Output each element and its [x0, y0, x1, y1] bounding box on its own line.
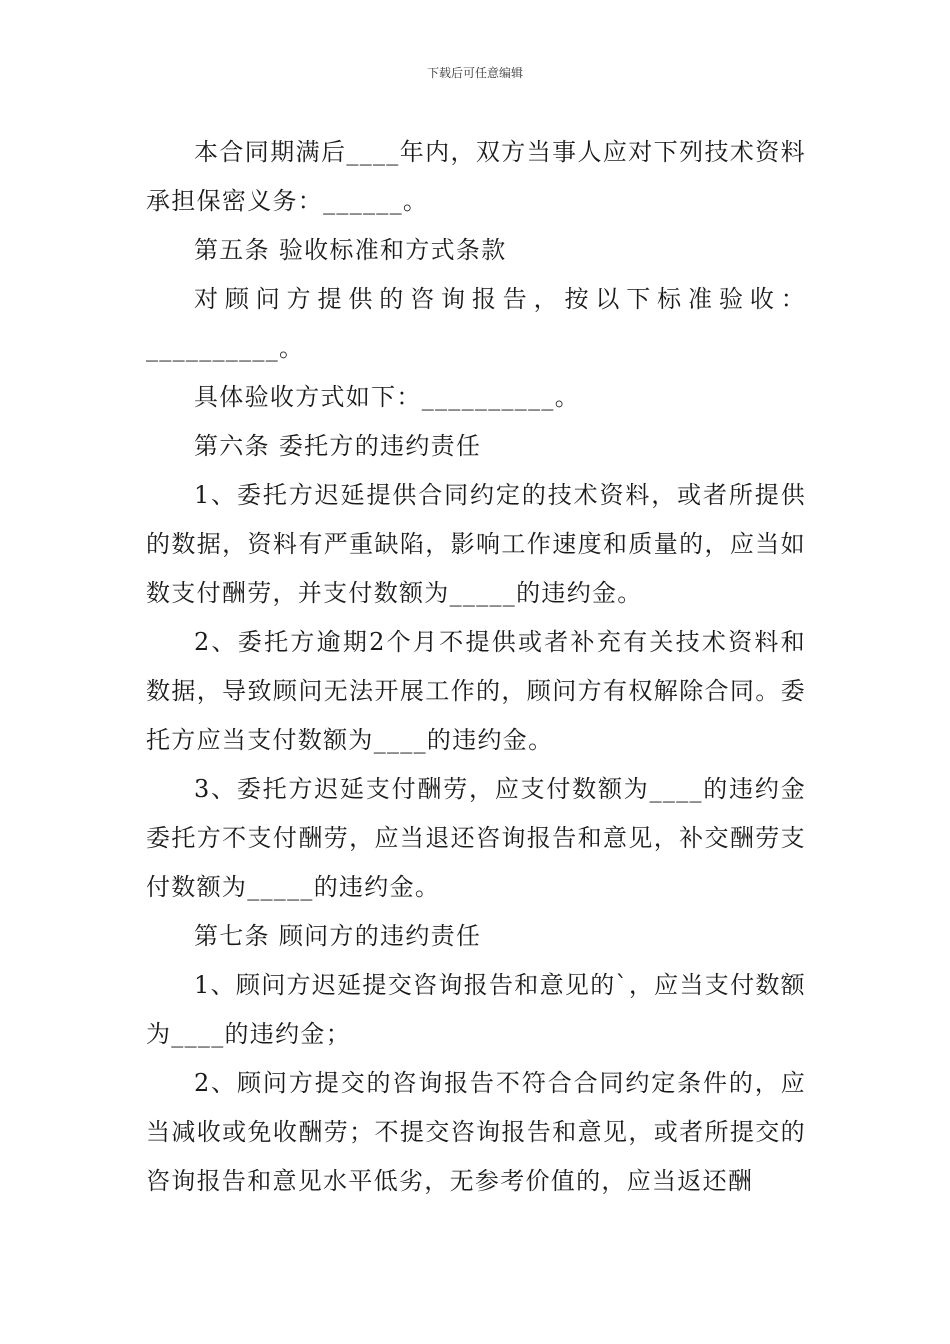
heading-article-6: 第六条 委托方的违约责任 [194, 432, 482, 460]
heading-article-5: 第五条 验收标准和方式条款 [194, 236, 507, 264]
paragraph-confidentiality: 本合同期满后____年内，双方当事人应对下列技术资料承担保密义务：______。 [146, 138, 806, 215]
heading-article-7: 第七条 顾问方的违约责任 [194, 922, 482, 950]
paragraph-acceptance-method: 具体验收方式如下：__________。 [194, 383, 580, 411]
paragraph-consultant-liability-2: 2、顾问方提交的咨询报告不符合合同约定条件的，应当减收或免收酬劳；不提交咨询报告和意见，或者所提交的咨询报告和意见水平低劣，无参考价值的，应当返还酬 [146, 1069, 806, 1195]
document-body [146, 128, 806, 1206]
page-header: 下载后可任意编辑 [426, 66, 523, 80]
paragraph-client-liability-1: 1、委托方迟延提供合同约定的技术资料，或者所提供的数据，资料有严重缺陷，影响工作速度和质量的，应当如数支付酬劳，并支付数额为_____的违约金。 [146, 481, 806, 607]
paragraph-acceptance-standard: 对顾问方提供的咨询报告，按以下标准验收：__________。 [146, 285, 806, 362]
paragraph-client-liability-2: 2、委托方逾期2个月不提供或者补充有关技术资料和数据，导致顾问无法开展工作的，顾问方有权解除合同。委托方应当支付数额为____的违约金。 [146, 628, 806, 754]
paragraph-client-liability-3: 3、委托方迟延支付酬劳，应支付数额为____的违约金委托方不支付酬劳，应当退还咨询报告和意见，补交酬劳支付数额为_____的违约金。 [146, 775, 806, 901]
paragraph-consultant-liability-1: 1、顾问方迟延提交咨询报告和意见的`，应当支付数额为____的违约金； [146, 971, 806, 1048]
